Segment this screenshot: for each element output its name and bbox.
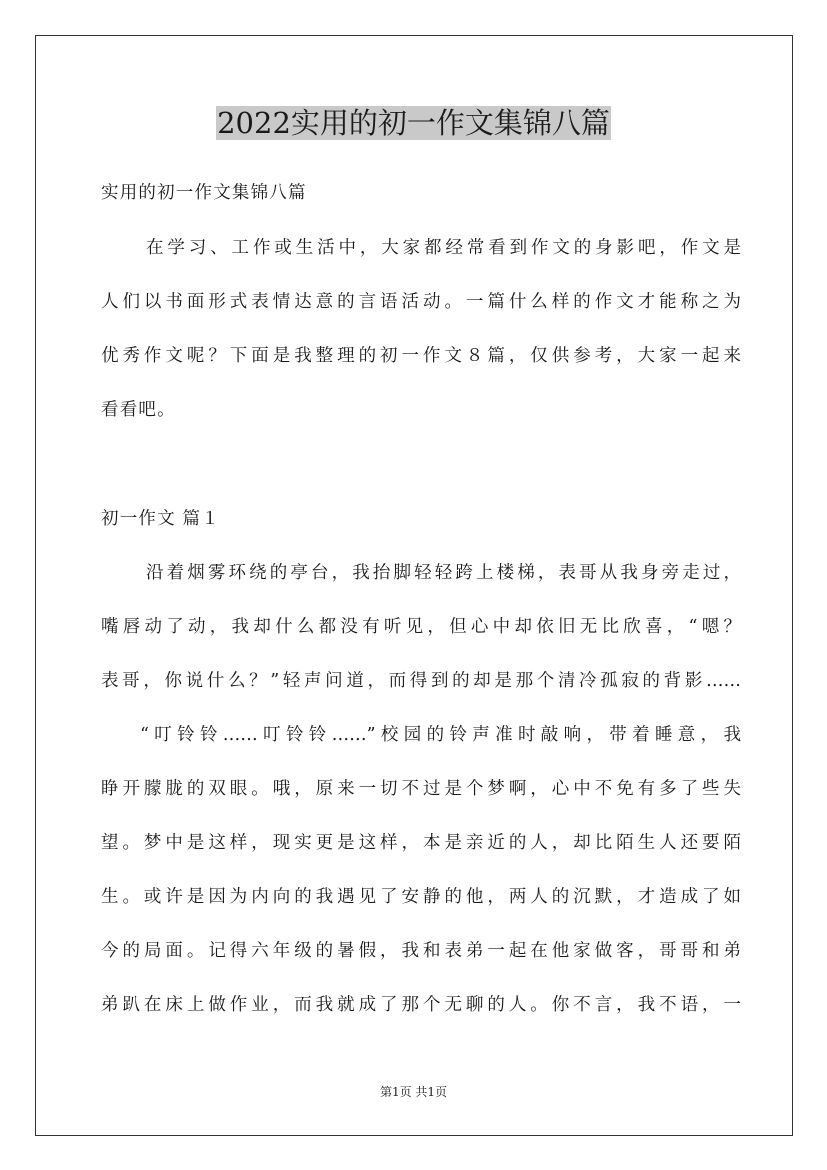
body-line-4: “叮铃铃……叮铃铃……”校园的铃声准时敲响，带着睡意，我 bbox=[140, 725, 741, 745]
intro-line-4: 看看吧。 bbox=[101, 400, 176, 420]
body-line-1: 沿着烟雾环绕的亭台，我抬脚轻轻跨上楼梯，表哥从我身旁走过， bbox=[146, 563, 741, 583]
document-title-text: 2022实用的初一作文集锦八篇 bbox=[217, 106, 610, 140]
body-line-5: 睁开朦胧的双眼。哦，原来一切不过是个梦啊，心中不免有多了些失 bbox=[101, 779, 741, 799]
section-heading: 初一作文 篇１ bbox=[101, 509, 220, 529]
page-footer: 第1页 共1页 bbox=[379, 1085, 448, 1099]
intro-line-1: 在学习、工作或生活中，大家都经常看到作文的身影吧，作文是 bbox=[146, 238, 741, 258]
subtitle-line: 实用的初一作文集锦八篇 bbox=[101, 183, 307, 203]
body-line-8: 今的局面。记得六年级的暑假，我和表弟一起在他家做客，哥哥和弟 bbox=[101, 941, 741, 961]
body-line-3: 表哥，你说什么？”轻声问道，而得到的却是那个清冷孤寂的背影…… bbox=[101, 671, 741, 691]
body-line-9: 弟趴在床上做作业，而我就成了那个无聊的人。你不言，我不语，一 bbox=[101, 995, 741, 1015]
document-title bbox=[0, 103, 827, 143]
body-line-7: 生。或许是因为内向的我遇见了安静的他，两人的沉默，才造成了如 bbox=[101, 887, 741, 907]
body-line-2: 嘴唇动了动，我却什么都没有听见，但心中却依旧无比欣喜，“嗯？ bbox=[101, 617, 741, 637]
body-line-6: 望。梦中是这样，现实更是这样，本是亲近的人，却比陌生人还要陌 bbox=[101, 833, 741, 853]
intro-line-2: 人们以书面形式表情达意的言语活动。一篇什么样的作文才能称之为 bbox=[101, 292, 741, 312]
intro-line-3: 优秀作文呢？下面是我整理的初一作文８篇，仅供参考，大家一起来 bbox=[101, 346, 741, 366]
